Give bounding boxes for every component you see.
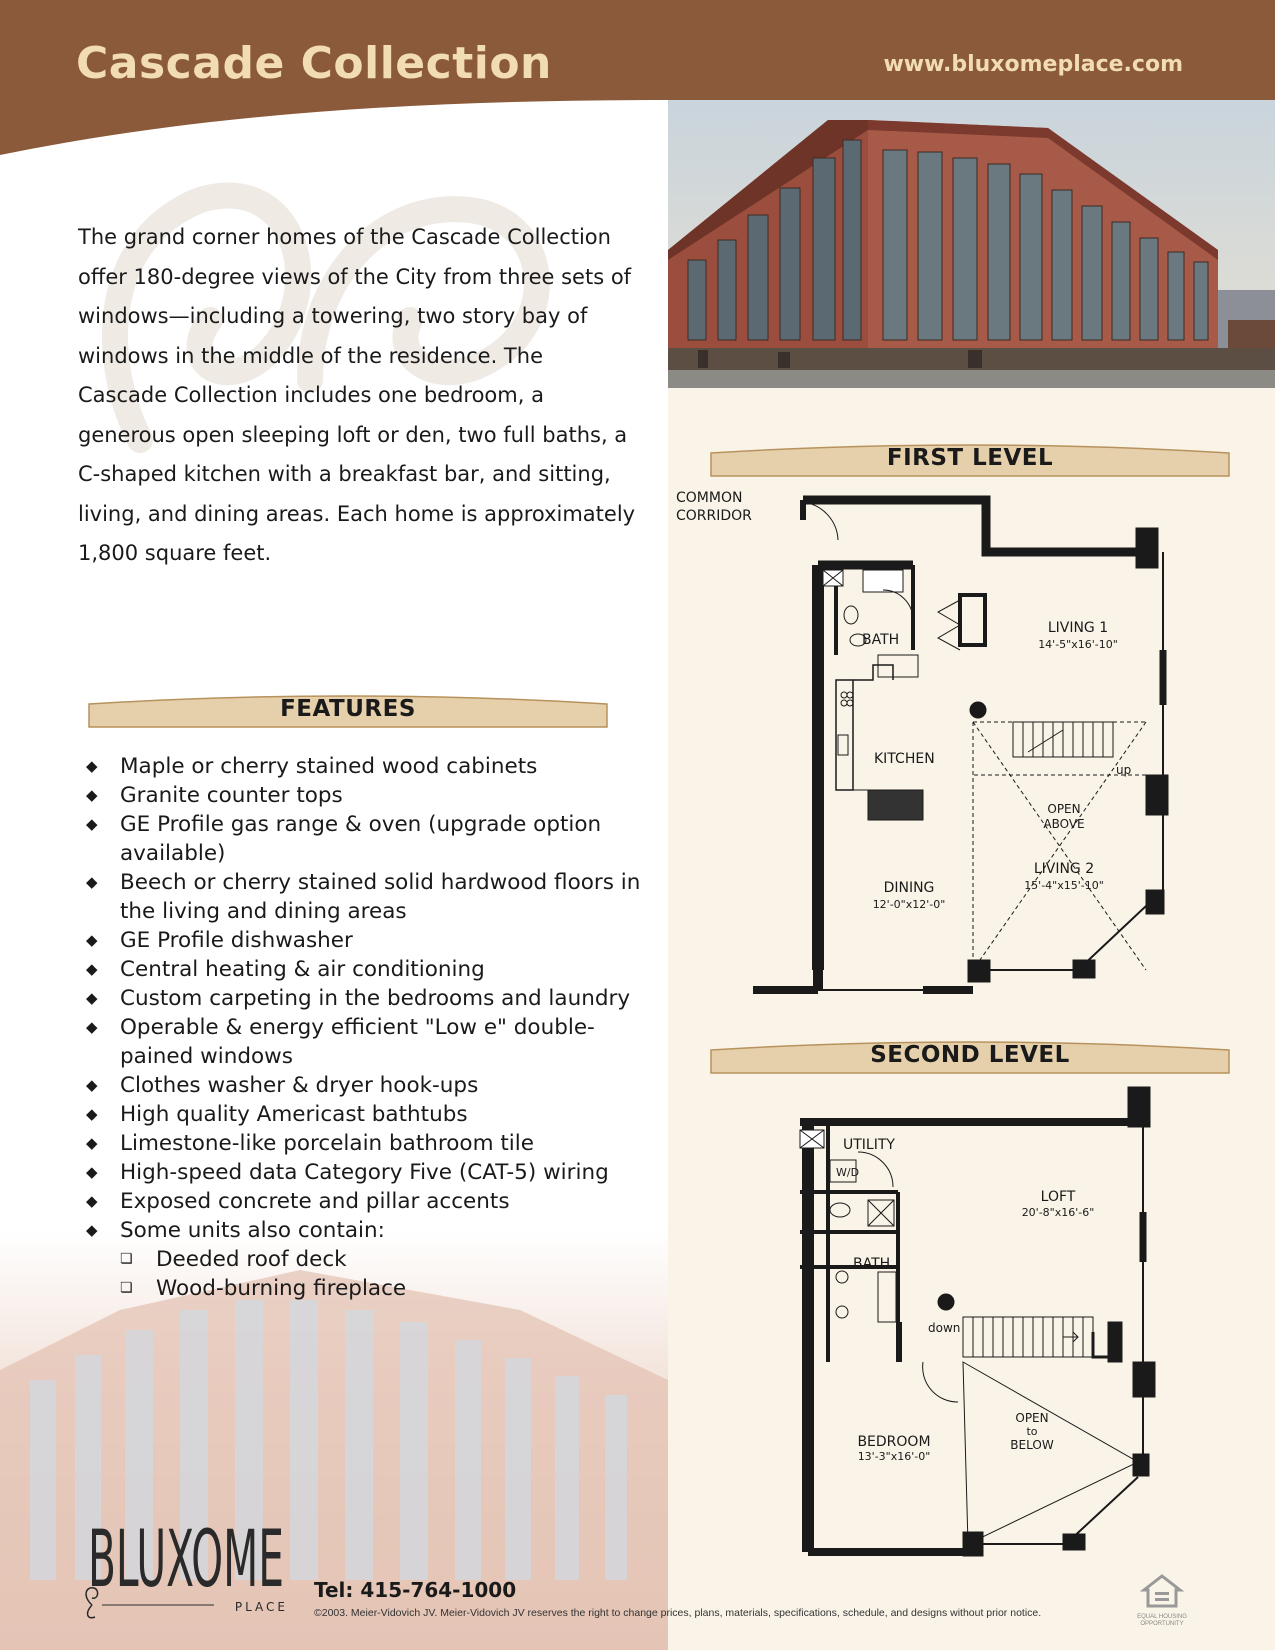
diamond-bullet-icon: ◆ <box>86 1018 98 1036</box>
second-level-floor-plan <box>668 1082 1275 1562</box>
bedroom-label: BEDROOM <box>857 1434 931 1450</box>
second-level-heading-band <box>710 1040 1230 1072</box>
sub-feature-item: ❏ Wood-burning fireplace <box>120 1276 407 1301</box>
copyright-notice: ©2003. Meier-Vidovich JV. Meier-Vidovich JV reserves the right to change prices, plans, materials, specifications, schedule, and designs without prior notice. <box>314 1607 1042 1619</box>
first-level-floor-plan <box>668 490 1275 1000</box>
house-icon <box>1140 1572 1184 1610</box>
bath-label-2: BATH <box>853 1256 891 1272</box>
to-label: to <box>1026 1425 1038 1438</box>
feature-item: ◆ Beech or cherry stained solid hardwood floors in the living and dining areas <box>86 870 641 924</box>
feature-item: ◆ Clothes washer & dryer hook-ups <box>86 1073 479 1098</box>
corridor-label: CORRIDOR <box>676 508 752 524</box>
down-label: down <box>928 1321 961 1335</box>
feature-item: ◆ High-speed data Category Five (CAT-5) wiring <box>86 1160 609 1185</box>
bluxome-place-logo <box>82 1516 292 1620</box>
bath-label: BATH <box>862 632 900 648</box>
above-label: ABOVE <box>1043 817 1085 831</box>
diamond-bullet-icon: ◆ <box>86 1163 98 1181</box>
optional-features-list <box>120 1245 662 1303</box>
features-heading-band <box>88 694 608 726</box>
feature-item: ◆ Central heating & air conditioning <box>86 957 485 982</box>
loft-label: LOFT <box>1040 1189 1076 1205</box>
diamond-bullet-icon: ◆ <box>86 1076 98 1094</box>
feature-item: ◆ Limestone-like porcelain bathroom tile <box>86 1131 534 1156</box>
bedroom-dimensions: 13'-3"x16'-0" <box>857 1450 931 1463</box>
first-level-heading-band <box>710 443 1230 475</box>
washer-dryer-label: W/D <box>836 1166 860 1179</box>
features-list <box>82 752 662 1303</box>
loft-dimensions: 20'-8"x16'-6" <box>1021 1206 1095 1219</box>
below-label: BELOW <box>1010 1438 1054 1452</box>
utility-label: UTILITY <box>843 1137 895 1153</box>
diamond-bullet-icon: ◆ <box>86 1221 98 1239</box>
common-label: COMMON <box>676 490 743 506</box>
diamond-bullet-icon: ◆ <box>86 1105 98 1123</box>
diamond-bullet-icon: ◆ <box>86 786 98 804</box>
living1-dimensions: 14'-5"x16'-10" <box>1038 638 1118 651</box>
svg-text:PLACE: PLACE <box>234 1600 288 1614</box>
open-label: OPEN <box>1047 802 1081 816</box>
diamond-bullet-icon: ◆ <box>86 815 98 833</box>
second-level-heading: SECOND LEVEL <box>870 1042 1070 1068</box>
intro-paragraph: The grand corner homes of the Cascade Collection offer 180-degree views of the City from three sets of windows—including a towering, two story bay of windows in the middle of the residence. The Cascade Collection includes one bedroom, a generous open sleeping loft or den, two full baths, a C-shaped kitchen with a breakfast bar, and sitting, living, and dining areas. Each home is approximately 1,800 square feet. <box>78 225 636 565</box>
svg-text:BLUXOME: BLUXOME <box>88 1516 284 1605</box>
diamond-bullet-icon: ◆ <box>86 873 98 891</box>
diamond-bullet-icon: ◆ <box>86 757 98 775</box>
living2-label: LIVING 2 <box>1033 861 1095 877</box>
box-bullet-icon: ❏ <box>120 1251 133 1267</box>
page-title: Cascade Collection <box>76 38 552 89</box>
feature-item: ◆ GE Profile dishwasher <box>86 928 353 953</box>
sub-feature-item: ❏ Deeded roof deck <box>120 1247 347 1272</box>
first-level-heading: FIRST LEVEL <box>886 445 1054 471</box>
diamond-bullet-icon: ◆ <box>86 1134 98 1152</box>
eho-line2: OPPORTUNITY <box>1140 1621 1184 1627</box>
equal-housing-logo <box>1130 1572 1194 1628</box>
phone-number[interactable]: Tel: 415-764-1000 <box>314 1578 517 1602</box>
feature-item: ◆ Maple or cherry stained wood cabinets <box>86 754 538 779</box>
feature-item: ◆ GE Profile gas range & oven (upgrade option available) <box>86 812 602 866</box>
up-label: up <box>1116 763 1132 777</box>
header-band <box>0 0 1275 160</box>
feature-item: ◆ Granite counter tops <box>86 783 343 808</box>
diamond-bullet-icon: ◆ <box>86 1192 98 1210</box>
box-bullet-icon: ❏ <box>120 1280 133 1296</box>
living1-label: LIVING 1 <box>1047 620 1109 636</box>
dining-dimensions: 12'-0"x12'-0" <box>872 898 946 911</box>
living2-dimensions: 15'-4"x15'-10" <box>1024 879 1104 892</box>
feature-item: ◆ Custom carpeting in the bedrooms and laundry <box>86 986 631 1011</box>
website-link[interactable]: www.bluxomeplace.com <box>883 52 1183 77</box>
kitchen-label: KITCHEN <box>874 751 935 767</box>
diamond-bullet-icon: ◆ <box>86 931 98 949</box>
feature-item: ◆ Some units also contain: ❏ Deeded roof deck ❏ Wood-burning fireplace <box>82 1216 662 1303</box>
open-label-2: OPEN <box>1015 1411 1049 1425</box>
dining-label: DINING <box>883 880 935 896</box>
feature-item: ◆ Operable & energy efficient "Low e" double-pained windows <box>86 1015 595 1069</box>
diamond-bullet-icon: ◆ <box>86 960 98 978</box>
eho-line1: EQUAL HOUSING <box>1137 1614 1187 1620</box>
features-heading: FEATURES <box>280 696 416 722</box>
diamond-bullet-icon: ◆ <box>86 989 98 1007</box>
feature-item: ◆ High quality Americast bathtubs <box>86 1102 468 1127</box>
feature-item: ◆ Exposed concrete and pillar accents <box>86 1189 510 1214</box>
